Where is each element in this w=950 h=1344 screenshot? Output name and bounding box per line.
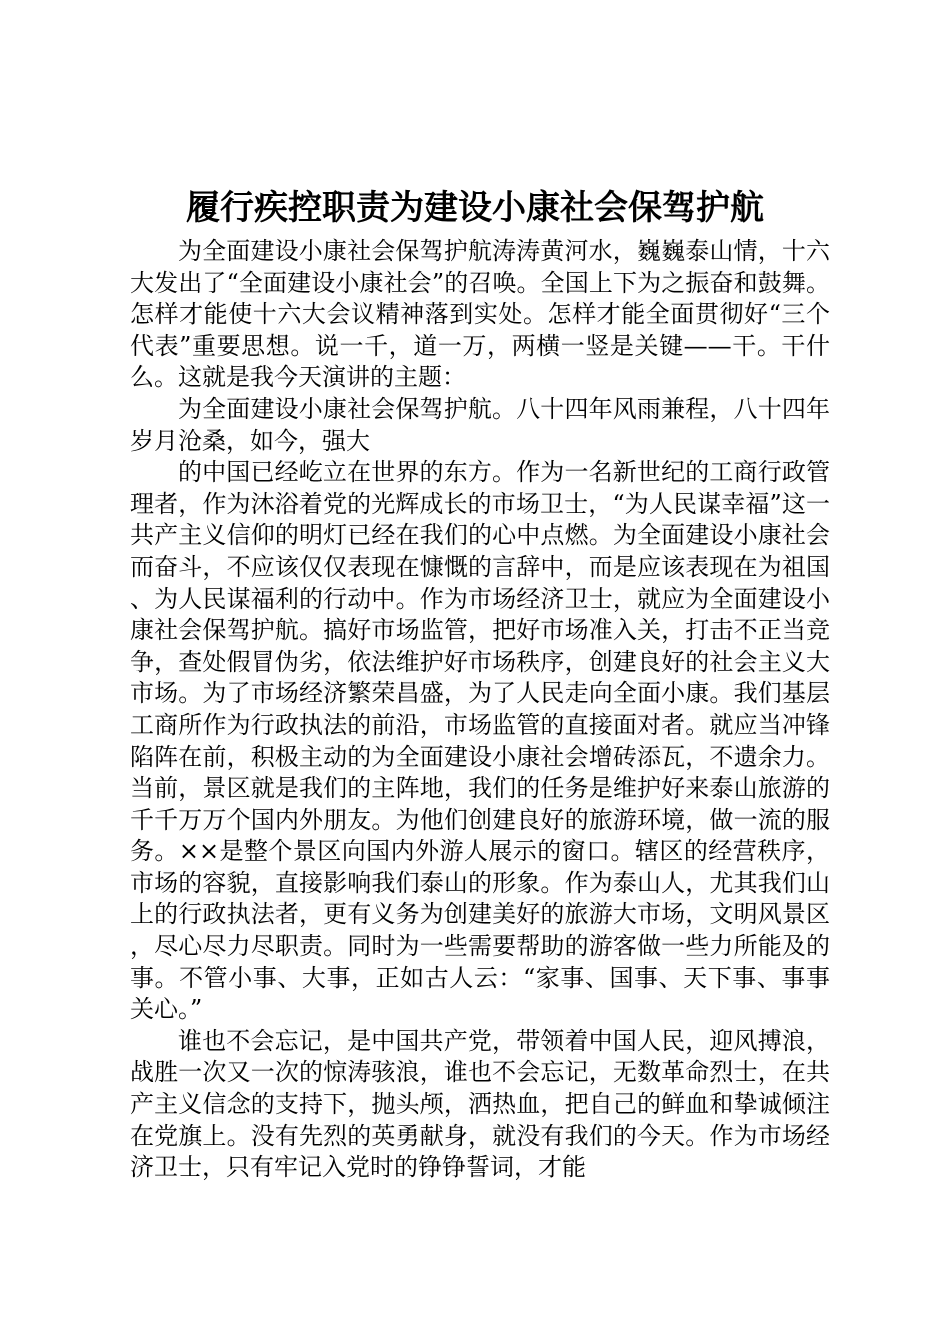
document-title: 履行疾控职责为建设小康社会保驾护航 xyxy=(186,188,764,228)
document-body xyxy=(130,236,830,1184)
paragraph: 谁也不会忘记，是中国共产党，带领着中国人民，迎风搏浪，战胜一次又一次的惊涛骇浪，谁也不会忘记，无数革命烈士，在共产主义信念的支持下，抛头颅，洒热血，把自己的鲜血和挚诚倾注在党旗上。没有先烈的英勇献身，就没有我们的今天。作为市场经济卫士，只有牢记入党时的铮铮誓词，才能 xyxy=(130,1026,830,1182)
paragraph: 为全面建设小康社会保驾护航涛涛黄河水，巍巍泰山情，十六大发出了“全面建设小康社会”的召唤。全国上下为之振奋和鼓舞。怎样才能使十六大会议精神落到实处。怎样才能全面贯彻好“三个代表”重要思想。说一千，道一万，两横一竖是关键——干。干什么。这就是我今天演讲的主题： xyxy=(130,237,830,392)
paragraph: 的中国已经屹立在世界的东方。作为一名新世纪的工商行政管理者，作为沐浴着党的光辉成长的市场卫士，“为人民谋幸福”这一共产主义信仰的明灯已经在我们的心中点燃。为全面建设小康社会而奋斗，不应该仅仅表现在慷慨的言辞中，而是应该表现在为祖国、为人民谋福利的行动中。作为市场经济卫士，就应为全面建设小康社会保驾护航。搞好市场监管，把好市场准入关，打击不正当竞争，查处假冒伪劣，依法维护好市场秩序，创建良好的社会主义大市场。为了市场经济繁荣昌盛，为了人民走向全面小康。我们基层工商所作为行政执法的前沿，市场监管的直接面对者。就应当冲锋陷阵在前，积极主动的为全面建设小康社会增砖添瓦，不遗余力。当前，景区就是我们的主阵地，我们的任务是维护好来泰山旅游的千千万万个国内外朋友。为他们创建良好的旅游环境，做一流的服务。××是整个景区向国内外游人展示的窗口。辖区的经营秩序，市场的容貌，直接影响我们泰山的形象。作为泰山人，尤其我们山上的行政执法者，更有义务为创建美好的旅游大市场，文明风景区，尽心尽力尽职责。同时为一些需要帮助的游客做一些力所能及的事。不管小事、大事，正如古人云：“家事、国事、天下事、事事关心。” xyxy=(130,458,830,1024)
paragraph: 为全面建设小康社会保驾护航。八十四年风雨兼程，八十四年岁月沧桑，如今，强大 xyxy=(130,394,830,455)
